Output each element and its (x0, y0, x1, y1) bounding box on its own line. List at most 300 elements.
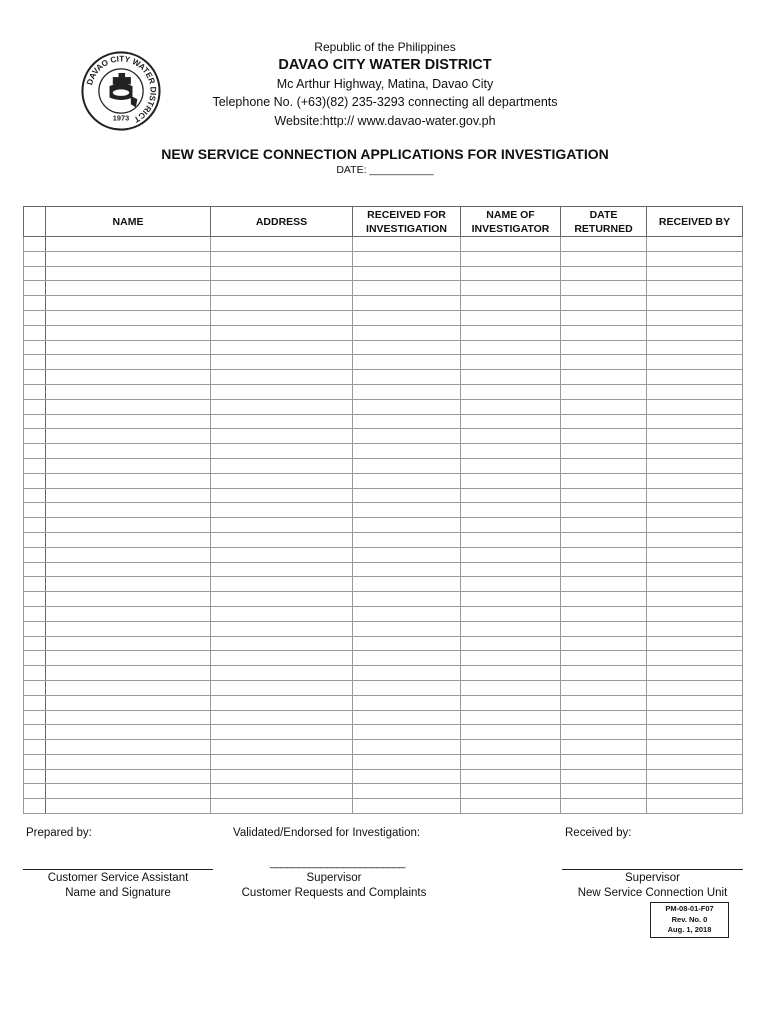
cell-received-for-investigation[interactable] (353, 296, 461, 311)
cell-received-for-investigation[interactable] (353, 325, 461, 340)
cell-address[interactable] (211, 577, 353, 592)
cell-date-returned[interactable] (561, 621, 647, 636)
cell-address[interactable] (211, 488, 353, 503)
validated-by-block (225, 871, 443, 901)
cell-num (24, 577, 46, 592)
cell-name[interactable] (46, 370, 211, 385)
cell-address[interactable] (211, 740, 353, 755)
cell-name[interactable] (46, 651, 211, 666)
cell-received-for-investigation[interactable] (353, 458, 461, 473)
cell-address[interactable] (211, 666, 353, 681)
cell-date-returned[interactable] (561, 281, 647, 296)
cell-investigator[interactable] (461, 370, 561, 385)
cell-investigator[interactable] (461, 325, 561, 340)
cell-investigator[interactable] (461, 799, 561, 814)
cell-received-for-investigation[interactable] (353, 340, 461, 355)
cell-address[interactable] (211, 725, 353, 740)
cell-investigator[interactable] (461, 251, 561, 266)
date-field[interactable]: DATE: ___________ (336, 164, 434, 176)
cell-received-for-investigation[interactable] (353, 399, 461, 414)
cell-investigator[interactable] (461, 473, 561, 488)
cell-received-for-investigation[interactable] (353, 562, 461, 577)
cell-num (24, 769, 46, 784)
cell-name[interactable] (46, 518, 211, 533)
cell-date-returned[interactable] (561, 266, 647, 281)
table-row (24, 355, 743, 370)
cell-received-for-investigation[interactable] (353, 266, 461, 281)
cell-received-by[interactable] (647, 399, 743, 414)
cell-received-by[interactable] (647, 740, 743, 755)
cell-num (24, 621, 46, 636)
cell-name[interactable] (46, 310, 211, 325)
cell-date-returned[interactable] (561, 769, 647, 784)
cell-received-by[interactable] (647, 532, 743, 547)
cell-investigator[interactable] (461, 488, 561, 503)
cell-name[interactable] (46, 754, 211, 769)
cell-num (24, 606, 46, 621)
table-row (24, 710, 743, 725)
cell-date-returned[interactable] (561, 458, 647, 473)
cell-address[interactable] (211, 636, 353, 651)
cell-date-returned[interactable] (561, 651, 647, 666)
cell-received-by[interactable] (647, 429, 743, 444)
cell-address[interactable] (211, 444, 353, 459)
cell-name[interactable] (46, 355, 211, 370)
cell-received-for-investigation[interactable] (353, 518, 461, 533)
cell-received-by[interactable] (647, 281, 743, 296)
cell-address[interactable] (211, 606, 353, 621)
table-row (24, 503, 743, 518)
cell-name[interactable] (46, 636, 211, 651)
cell-num (24, 680, 46, 695)
cell-address[interactable] (211, 429, 353, 444)
cell-date-returned[interactable] (561, 532, 647, 547)
cell-address[interactable] (211, 769, 353, 784)
cell-name[interactable] (46, 740, 211, 755)
cell-investigator[interactable] (461, 518, 561, 533)
cell-received-for-investigation[interactable] (353, 666, 461, 681)
cell-num (24, 370, 46, 385)
cell-address[interactable] (211, 458, 353, 473)
cell-received-for-investigation[interactable] (353, 414, 461, 429)
cell-name[interactable] (46, 577, 211, 592)
cell-received-by[interactable] (647, 592, 743, 607)
cell-date-returned[interactable] (561, 325, 647, 340)
cell-name[interactable] (46, 695, 211, 710)
table-row (24, 310, 743, 325)
cell-received-for-investigation[interactable] (353, 532, 461, 547)
cell-received-by[interactable] (647, 503, 743, 518)
cell-address[interactable] (211, 281, 353, 296)
svg-text:1973: 1973 (112, 113, 130, 123)
cell-date-returned[interactable] (561, 799, 647, 814)
org-name: DAVAO CITY WATER DISTRICT (278, 57, 492, 73)
cell-received-for-investigation[interactable] (353, 710, 461, 725)
cell-investigator[interactable] (461, 577, 561, 592)
cell-name[interactable] (46, 503, 211, 518)
cell-num (24, 636, 46, 651)
cell-investigator[interactable] (461, 237, 561, 252)
cell-address[interactable] (211, 518, 353, 533)
col-name-header: NAME (46, 207, 211, 237)
cell-investigator[interactable] (461, 310, 561, 325)
prepared-by-title: Customer Service Assistant (47, 872, 189, 884)
cell-name[interactable] (46, 592, 211, 607)
cell-date-returned[interactable] (561, 414, 647, 429)
table-row (24, 651, 743, 666)
cell-date-returned[interactable] (561, 340, 647, 355)
cell-investigator[interactable] (461, 754, 561, 769)
cell-num (24, 458, 46, 473)
cell-received-by[interactable] (647, 237, 743, 252)
cell-name[interactable] (46, 725, 211, 740)
cell-date-returned[interactable] (561, 577, 647, 592)
cell-received-by[interactable] (647, 444, 743, 459)
cell-received-for-investigation[interactable] (353, 592, 461, 607)
cell-date-returned[interactable] (561, 636, 647, 651)
cell-num (24, 399, 46, 414)
cell-date-returned[interactable] (561, 444, 647, 459)
cell-date-returned[interactable] (561, 488, 647, 503)
cell-num (24, 310, 46, 325)
cell-address[interactable] (211, 592, 353, 607)
cell-date-returned[interactable] (561, 370, 647, 385)
cell-address[interactable] (211, 414, 353, 429)
cell-received-for-investigation[interactable] (353, 384, 461, 399)
cell-name[interactable] (46, 444, 211, 459)
cell-received-for-investigation[interactable] (353, 799, 461, 814)
cell-address[interactable] (211, 355, 353, 370)
cell-received-by[interactable] (647, 799, 743, 814)
cell-received-by[interactable] (647, 355, 743, 370)
cell-date-returned[interactable] (561, 547, 647, 562)
cell-received-by[interactable] (647, 473, 743, 488)
republic-text: Republic of the Philippines (314, 40, 456, 54)
cell-name[interactable] (46, 266, 211, 281)
cell-date-returned[interactable] (561, 296, 647, 311)
cell-name[interactable] (46, 799, 211, 814)
cell-received-by[interactable] (647, 666, 743, 681)
cell-address[interactable] (211, 651, 353, 666)
table-row (24, 740, 743, 755)
cell-investigator[interactable] (461, 429, 561, 444)
cell-date-returned[interactable] (561, 666, 647, 681)
cell-name[interactable] (46, 340, 211, 355)
cell-received-for-investigation[interactable] (353, 606, 461, 621)
cell-date-returned[interactable] (561, 518, 647, 533)
cell-investigator[interactable] (461, 695, 561, 710)
prepared-by-block (23, 871, 213, 901)
table-row (24, 754, 743, 769)
cell-received-for-investigation[interactable] (353, 503, 461, 518)
cell-address[interactable] (211, 251, 353, 266)
cell-received-for-investigation[interactable] (353, 429, 461, 444)
cell-date-returned[interactable] (561, 740, 647, 755)
cell-received-for-investigation[interactable] (353, 784, 461, 799)
cell-date-returned[interactable] (561, 695, 647, 710)
prepared-by-subtitle: Name and Signature (65, 887, 171, 899)
cell-num (24, 296, 46, 311)
cell-received-for-investigation[interactable] (353, 695, 461, 710)
cell-name[interactable] (46, 281, 211, 296)
cell-received-by[interactable] (647, 651, 743, 666)
cell-received-for-investigation[interactable] (353, 488, 461, 503)
cell-received-for-investigation[interactable] (353, 651, 461, 666)
cell-date-returned[interactable] (561, 429, 647, 444)
col-investigator-header: NAME OF INVESTIGATOR (461, 207, 561, 237)
cell-address[interactable] (211, 370, 353, 385)
cell-name[interactable] (46, 296, 211, 311)
cell-investigator[interactable] (461, 592, 561, 607)
cell-investigator[interactable] (461, 355, 561, 370)
cell-name[interactable] (46, 325, 211, 340)
cell-address[interactable] (211, 325, 353, 340)
cell-name[interactable] (46, 621, 211, 636)
prepared-signature-line[interactable] (23, 869, 213, 870)
cell-num (24, 473, 46, 488)
cell-address[interactable] (211, 680, 353, 695)
cell-investigator[interactable] (461, 458, 561, 473)
table-row (24, 666, 743, 681)
cell-name[interactable] (46, 547, 211, 562)
prepared-by-label: Prepared by: (26, 827, 92, 839)
cell-investigator[interactable] (461, 296, 561, 311)
cell-address[interactable] (211, 237, 353, 252)
cell-date-returned[interactable] (561, 399, 647, 414)
cell-address[interactable] (211, 562, 353, 577)
document-code: PM-08-01-F07 (665, 904, 714, 913)
cell-date-returned[interactable] (561, 237, 647, 252)
cell-investigator[interactable] (461, 769, 561, 784)
cell-address[interactable] (211, 799, 353, 814)
cell-investigator[interactable] (461, 414, 561, 429)
cell-investigator[interactable] (461, 266, 561, 281)
cell-address[interactable] (211, 710, 353, 725)
validated-signature-line[interactable]: ________________________ (270, 857, 405, 869)
cell-num (24, 266, 46, 281)
cell-received-by[interactable] (647, 310, 743, 325)
cell-date-returned[interactable] (561, 710, 647, 725)
cell-investigator[interactable] (461, 606, 561, 621)
cell-received-by[interactable] (647, 414, 743, 429)
cell-investigator[interactable] (461, 384, 561, 399)
cell-date-returned[interactable] (561, 784, 647, 799)
cell-name[interactable] (46, 458, 211, 473)
col-number-header (24, 207, 46, 237)
cell-num (24, 518, 46, 533)
cell-date-returned[interactable] (561, 606, 647, 621)
cell-received-for-investigation[interactable] (353, 473, 461, 488)
cell-received-for-investigation[interactable] (353, 680, 461, 695)
cell-name[interactable] (46, 606, 211, 621)
cell-received-by[interactable] (647, 606, 743, 621)
cell-address[interactable] (211, 266, 353, 281)
cell-name[interactable] (46, 384, 211, 399)
cell-received-by[interactable] (647, 384, 743, 399)
cell-num (24, 710, 46, 725)
cell-investigator[interactable] (461, 725, 561, 740)
table-row (24, 636, 743, 651)
cell-date-returned[interactable] (561, 562, 647, 577)
cell-received-by[interactable] (647, 370, 743, 385)
cell-date-returned[interactable] (561, 680, 647, 695)
cell-name[interactable] (46, 251, 211, 266)
cell-address[interactable] (211, 296, 353, 311)
received-by-label: Received by: (565, 827, 632, 839)
table-row (24, 399, 743, 414)
cell-date-returned[interactable] (561, 355, 647, 370)
cell-name[interactable] (46, 399, 211, 414)
cell-address[interactable] (211, 399, 353, 414)
cell-num (24, 799, 46, 814)
cell-date-returned[interactable] (561, 310, 647, 325)
cell-received-by[interactable] (647, 710, 743, 725)
table-body (24, 237, 743, 814)
cell-received-by[interactable] (647, 458, 743, 473)
cell-name[interactable] (46, 473, 211, 488)
cell-name[interactable] (46, 710, 211, 725)
cell-received-by[interactable] (647, 325, 743, 340)
cell-num (24, 355, 46, 370)
table-row (24, 414, 743, 429)
cell-date-returned[interactable] (561, 384, 647, 399)
cell-investigator[interactable] (461, 399, 561, 414)
cell-num (24, 429, 46, 444)
cell-address[interactable] (211, 473, 353, 488)
cell-investigator[interactable] (461, 444, 561, 459)
cell-received-for-investigation[interactable] (353, 636, 461, 651)
cell-received-for-investigation[interactable] (353, 370, 461, 385)
cell-received-by[interactable] (647, 547, 743, 562)
cell-received-for-investigation[interactable] (353, 237, 461, 252)
cell-name[interactable] (46, 532, 211, 547)
cell-name[interactable] (46, 769, 211, 784)
cell-investigator[interactable] (461, 666, 561, 681)
cell-name[interactable] (46, 414, 211, 429)
received-by-title: Supervisor (625, 872, 680, 884)
cell-received-for-investigation[interactable] (353, 444, 461, 459)
cell-investigator[interactable] (461, 651, 561, 666)
cell-address[interactable] (211, 754, 353, 769)
cell-investigator[interactable] (461, 340, 561, 355)
cell-investigator[interactable] (461, 636, 561, 651)
cell-num (24, 532, 46, 547)
table-row (24, 592, 743, 607)
cell-address[interactable] (211, 384, 353, 399)
cell-date-returned[interactable] (561, 503, 647, 518)
cell-name[interactable] (46, 680, 211, 695)
cell-date-returned[interactable] (561, 592, 647, 607)
cell-received-for-investigation[interactable] (353, 310, 461, 325)
validated-by-label: Validated/Endorsed for Investigation: (233, 827, 421, 839)
table-row (24, 680, 743, 695)
cell-date-returned[interactable] (561, 725, 647, 740)
cell-name[interactable] (46, 666, 211, 681)
cell-name[interactable] (46, 237, 211, 252)
cell-received-by[interactable] (647, 769, 743, 784)
cell-received-for-investigation[interactable] (353, 769, 461, 784)
cell-received-by[interactable] (647, 695, 743, 710)
cell-address[interactable] (211, 310, 353, 325)
cell-received-for-investigation[interactable] (353, 547, 461, 562)
cell-num (24, 725, 46, 740)
cell-investigator[interactable] (461, 710, 561, 725)
cell-date-returned[interactable] (561, 251, 647, 266)
cell-received-for-investigation[interactable] (353, 725, 461, 740)
cell-received-by[interactable] (647, 577, 743, 592)
cell-received-by[interactable] (647, 784, 743, 799)
received-signature-line[interactable] (562, 869, 743, 870)
validated-by-subtitle: Customer Requests and Complaints (241, 887, 427, 899)
cell-address[interactable] (211, 784, 353, 799)
document-code-box (650, 902, 729, 938)
cell-received-by[interactable] (647, 296, 743, 311)
cell-investigator[interactable] (461, 281, 561, 296)
cell-num (24, 740, 46, 755)
cell-num (24, 281, 46, 296)
cell-received-for-investigation[interactable] (353, 740, 461, 755)
cell-received-by[interactable] (647, 251, 743, 266)
table-row (24, 606, 743, 621)
cell-investigator[interactable] (461, 503, 561, 518)
cell-address[interactable] (211, 340, 353, 355)
cell-investigator[interactable] (461, 784, 561, 799)
cell-received-for-investigation[interactable] (353, 281, 461, 296)
cell-investigator[interactable] (461, 547, 561, 562)
table-row (24, 429, 743, 444)
cell-address[interactable] (211, 547, 353, 562)
cell-received-for-investigation[interactable] (353, 251, 461, 266)
cell-received-by[interactable] (647, 636, 743, 651)
cell-address[interactable] (211, 503, 353, 518)
cell-date-returned[interactable] (561, 754, 647, 769)
cell-received-by[interactable] (647, 488, 743, 503)
cell-received-by[interactable] (647, 754, 743, 769)
org-telephone: Telephone No. (+63)(82) 235-3293 connecting all departments (212, 95, 558, 109)
cell-received-by[interactable] (647, 518, 743, 533)
cell-address[interactable] (211, 621, 353, 636)
cell-address[interactable] (211, 695, 353, 710)
cell-investigator[interactable] (461, 562, 561, 577)
cell-investigator[interactable] (461, 532, 561, 547)
cell-num (24, 503, 46, 518)
cell-name[interactable] (46, 784, 211, 799)
cell-investigator[interactable] (461, 740, 561, 755)
cell-investigator[interactable] (461, 621, 561, 636)
cell-received-by[interactable] (647, 266, 743, 281)
cell-received-for-investigation[interactable] (353, 577, 461, 592)
cell-received-by[interactable] (647, 562, 743, 577)
col-date-returned-header: DATE RETURNED (561, 207, 647, 237)
cell-received-for-investigation[interactable] (353, 754, 461, 769)
cell-num (24, 384, 46, 399)
cell-investigator[interactable] (461, 680, 561, 695)
cell-received-for-investigation[interactable] (353, 355, 461, 370)
cell-received-by[interactable] (647, 340, 743, 355)
cell-received-by[interactable] (647, 621, 743, 636)
cell-name[interactable] (46, 429, 211, 444)
cell-received-by[interactable] (647, 725, 743, 740)
table-row (24, 621, 743, 636)
cell-address[interactable] (211, 532, 353, 547)
cell-num (24, 695, 46, 710)
cell-name[interactable] (46, 562, 211, 577)
cell-received-for-investigation[interactable] (353, 621, 461, 636)
cell-date-returned[interactable] (561, 473, 647, 488)
table-row (24, 518, 743, 533)
cell-received-by[interactable] (647, 680, 743, 695)
cell-name[interactable] (46, 488, 211, 503)
